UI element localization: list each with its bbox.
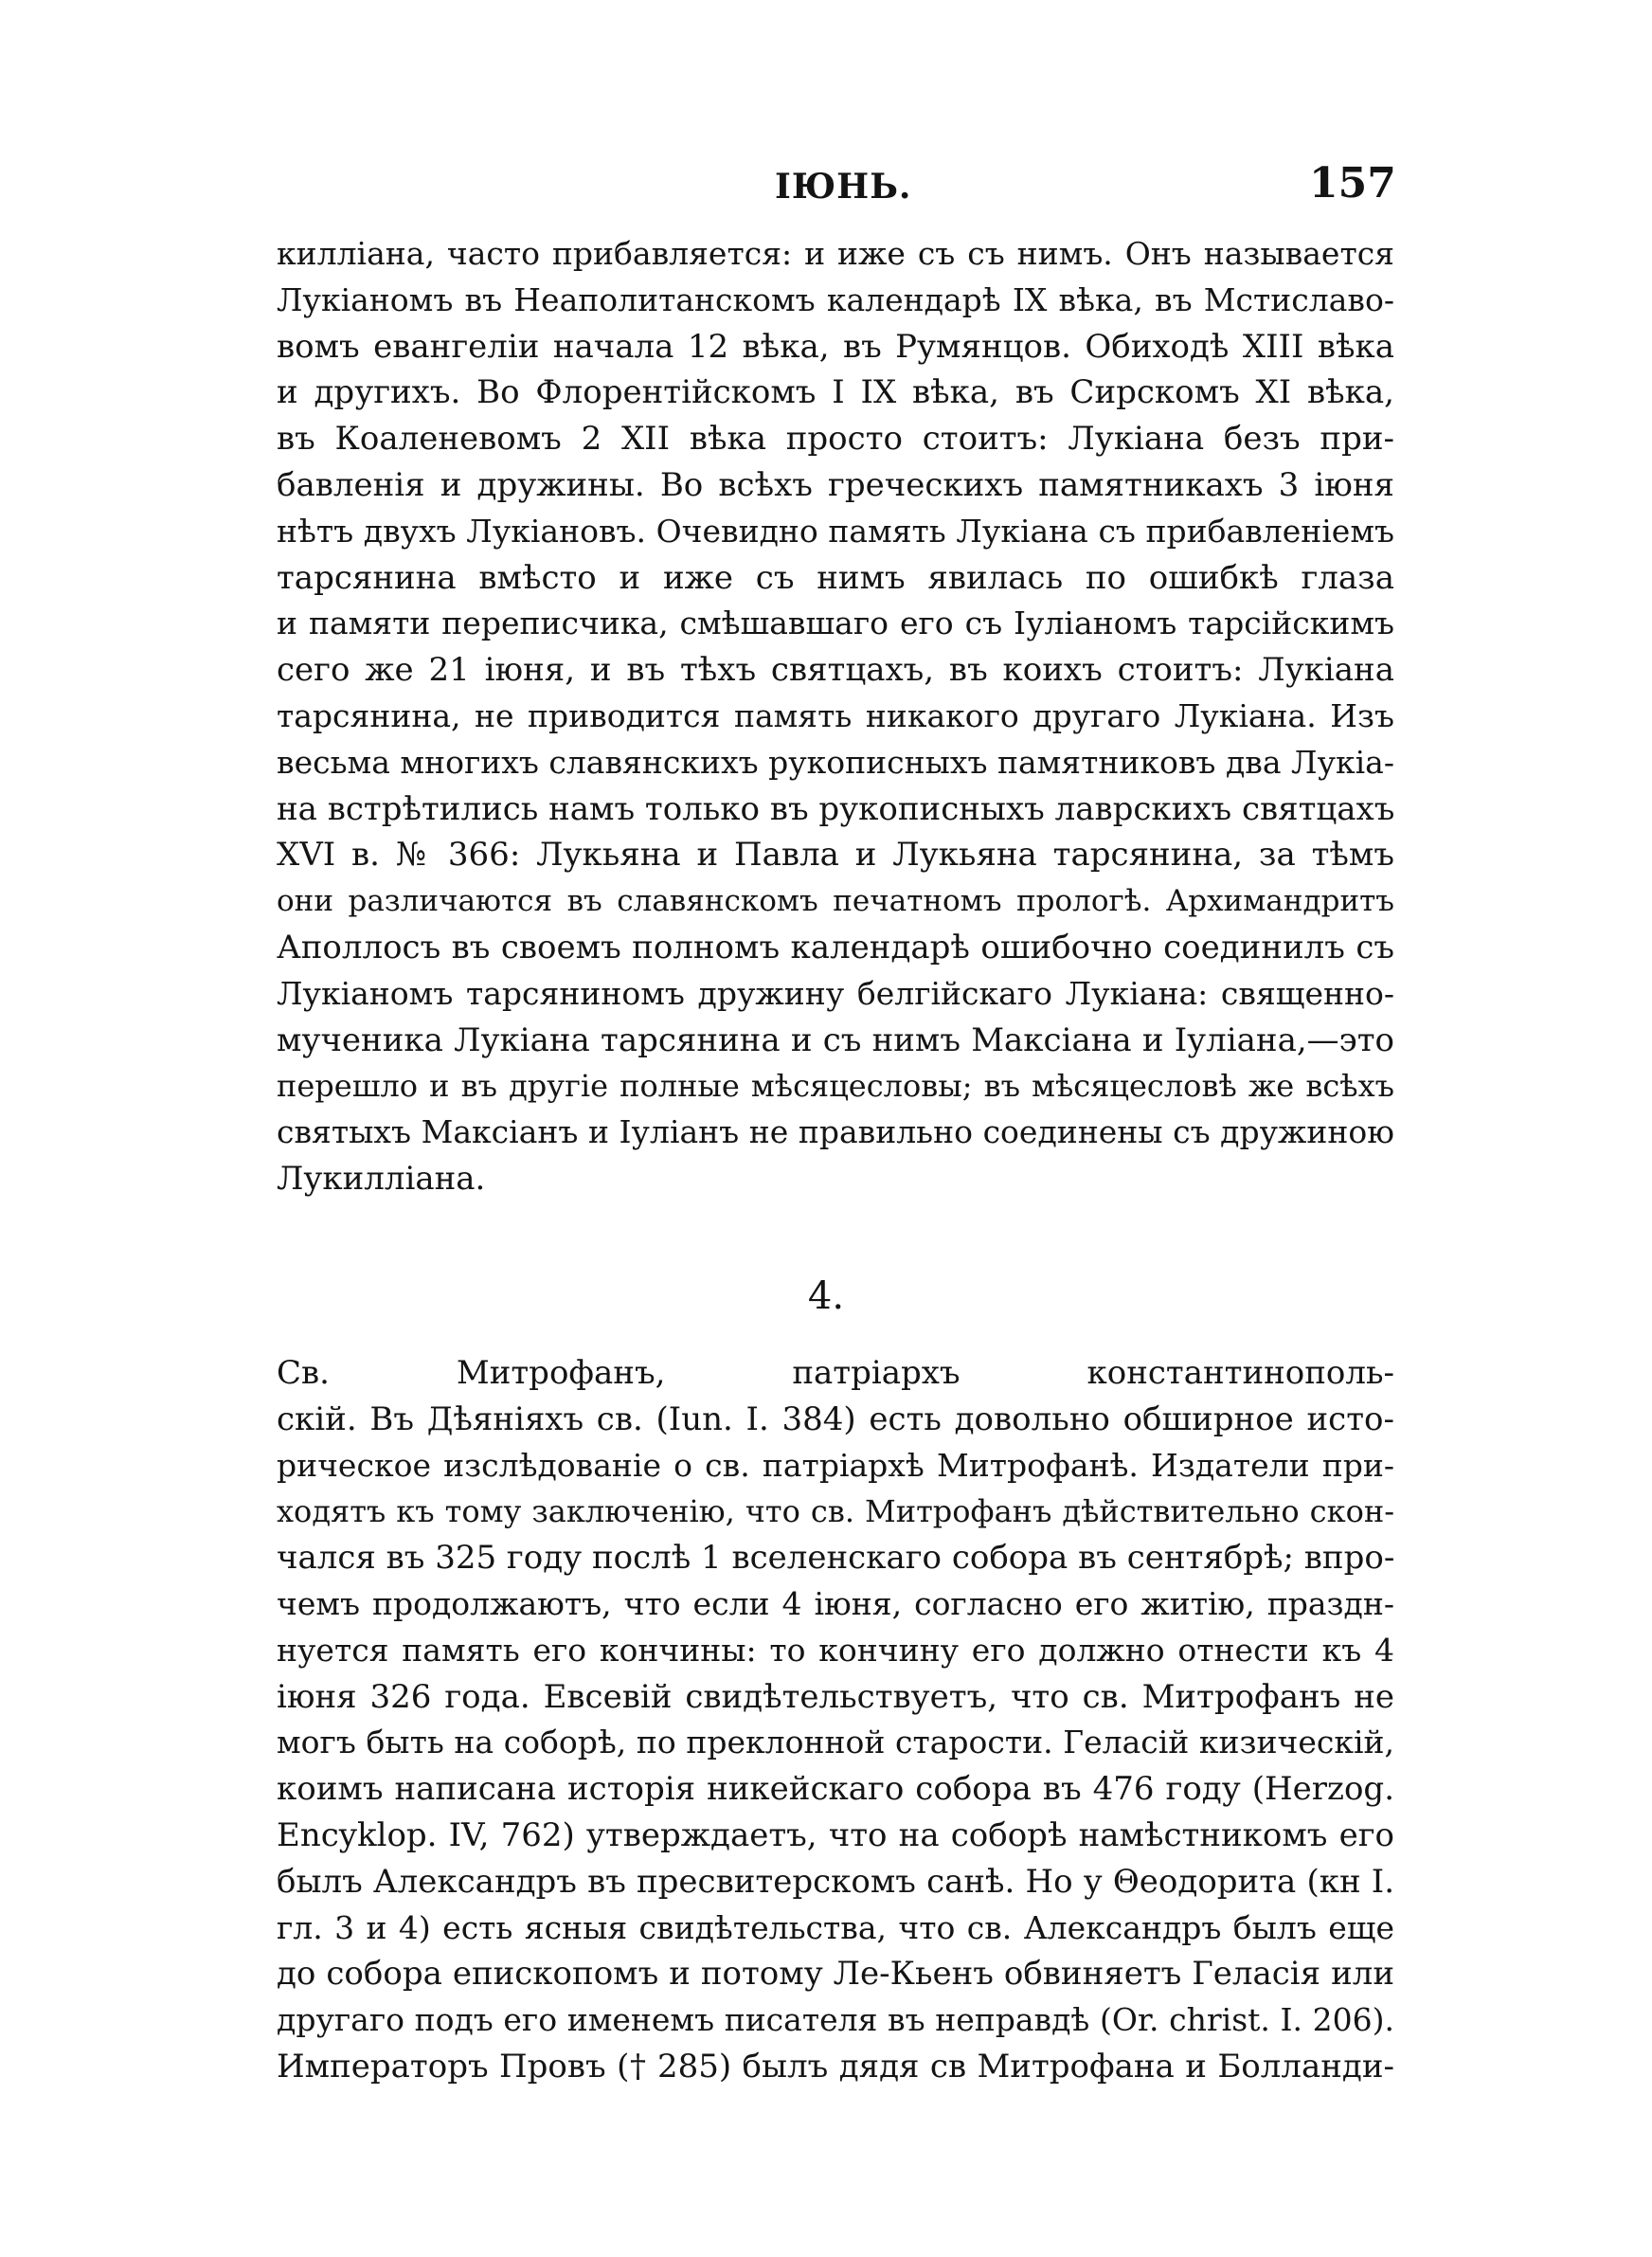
section-number: 4. bbox=[807, 1274, 845, 1318]
text-line: другаго подъ его именемъ писателя въ неправдѣ (Or. christ. I. 206). bbox=[277, 2001, 1394, 2039]
text-line: Лукилліана. bbox=[277, 1159, 486, 1198]
text-line: ходятъ къ тому заключенiю, что св. Митрофанъ дѣйствительно скон- bbox=[277, 1493, 1394, 1530]
text-line: гл. 3 и 4) есть ясныя свидѣтельства, что св. Александръ былъ еще bbox=[277, 1908, 1394, 1946]
text-line: Лукiаномъ тарсяниномъ дружину белгiйскаго Лукiана: священно- bbox=[277, 974, 1394, 1012]
text-line: и другихъ. Во Флорентiйскомъ I IX вѣка, въ Сирскомъ XI вѣка, bbox=[277, 373, 1394, 412]
text-line: до собора епископомъ и потому Ле-Кьенъ обвиняетъ Геласiя или bbox=[277, 1955, 1394, 1994]
text-line: чался въ 325 году послѣ 1 вселенскаго собора въ сентябрѣ; впро- bbox=[277, 1539, 1395, 1578]
paragraph-1 bbox=[277, 231, 1394, 1202]
page-number: 157 bbox=[1309, 159, 1396, 208]
text-line: мученика Лукiана тарсянина и съ нимъ Максiана и Iулiана,—это bbox=[277, 1020, 1394, 1059]
text-line: бавленiя и дружины. Во всѣхъ греческихъ памятникахъ 3 iюня bbox=[277, 465, 1394, 504]
text-line: святыхъ Максiанъ и Iулiанъ не правильно соединены съ дружиною bbox=[277, 1113, 1394, 1151]
text-line: въ Коаленевомъ 2 XII вѣка просто стоитъ: Лукiана безъ при- bbox=[277, 420, 1394, 459]
text-line: XVI в. № 366: Лукьяна и Павла и Лукьяна тарсянина, за тѣмъ bbox=[277, 836, 1394, 875]
text-line: коимъ написана исторiя никейскаго собора въ 476 году (Herzog. bbox=[277, 1770, 1394, 1809]
text-line: нуется память его кончины: то кончину его должно отнести къ 4 bbox=[277, 1631, 1394, 1669]
text-line: перешло и въ другiе полные мѣсяцесловы; въ мѣсяцесловѣ же всѣхъ bbox=[277, 1068, 1394, 1105]
text-line: и памяти переписчика, смѣшавшаго его съ Iулiаномъ тарсiйскимъ bbox=[277, 605, 1394, 642]
text-line: сего же 21 iюня, и въ тѣхъ святцахъ, въ коихъ стоитъ: Лукiана bbox=[277, 651, 1394, 690]
text-line: Лукiаномъ въ Неаполитанскомъ календарѣ IX вѣка, въ Мстиславо- bbox=[277, 280, 1394, 318]
text-line: тарсянина, не приводится память никакого другаго Лукiана. Изъ bbox=[277, 696, 1394, 734]
text-line: вомъ евангелiи начала 12 вѣка, въ Румянцов. Обиходѣ XIII вѣка bbox=[277, 327, 1394, 366]
text-line: могъ быть на соборѣ, по преклонной старости. Геласiй кизическiй, bbox=[277, 1724, 1394, 1761]
text-line: нѣтъ двухъ Лукiановъ. Очевидно память Лукiана съ прибавленiемъ bbox=[277, 512, 1394, 550]
text-line: рическое изслѣдованiе о св. патрiархѣ Митрофанѣ. Издатели при- bbox=[277, 1446, 1394, 1484]
text-line: чемъ продолжаютъ, что если 4 iюня, согласно его житiю, праздн- bbox=[277, 1584, 1394, 1622]
text-line: киллiана, часто прибавляется: и иже съ съ нимъ. Онъ называется bbox=[277, 235, 1394, 272]
text-line: Аполлосъ въ своемъ полномъ календарѣ ошибочно соединилъ съ bbox=[277, 928, 1394, 966]
page-header bbox=[0, 159, 1652, 216]
text-line: былъ Александръ въ пресвитерскомъ санѣ. Но у Θеодорита (кн I. bbox=[277, 1862, 1394, 1901]
text-line: iюня 326 года. Евсевiй свидѣтельствуетъ, что св. Митрофанъ не bbox=[277, 1677, 1394, 1716]
text-line: тарсянина вмѣсто и иже съ нимъ явилась по ошибкѣ глаза bbox=[277, 558, 1394, 597]
text-line: скiй. Въ Дѣянiяхъ св. (Iun. I. 384) есть довольно обширное исто- bbox=[277, 1399, 1394, 1438]
running-head: ІЮНЬ. bbox=[775, 167, 912, 207]
text-line: они различаются въ славянскомъ печатномъ прологѣ. Архимандритъ bbox=[277, 884, 1394, 919]
text-line: Императоръ Провъ († 285) былъ дядя св Митрофана и Болланди- bbox=[277, 2047, 1394, 2085]
paragraph-2 bbox=[277, 1350, 1394, 2090]
text-line: Encyklop. IV, 762) утверждаетъ, что на соборѣ намѣстникомъ его bbox=[277, 1815, 1394, 1854]
text-line: Св. Митрофанъ, патрiархъ константинополь- bbox=[277, 1354, 1394, 1392]
text-line: весьма многихъ славянскихъ рукописныхъ памятниковъ два Лукiа- bbox=[277, 743, 1394, 781]
text-line: на встрѣтились намъ только въ рукописныхъ лаврскихъ святцахъ bbox=[277, 789, 1395, 828]
